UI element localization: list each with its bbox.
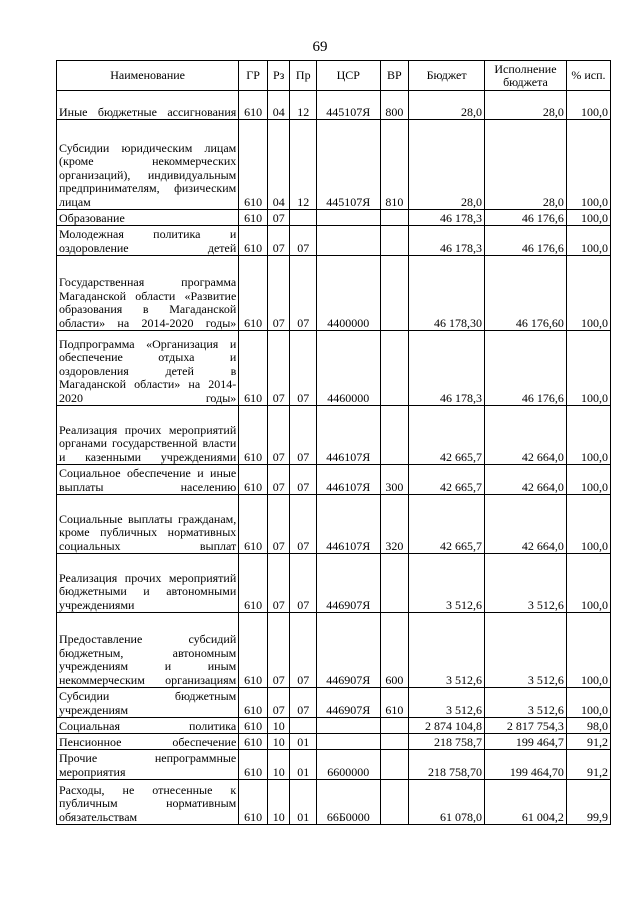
header-budget: Бюджет xyxy=(409,61,485,91)
cell-budget: 42 665,7 xyxy=(409,495,485,554)
header-rz: Рз xyxy=(267,61,290,91)
cell-gr: 610 xyxy=(239,613,268,688)
cell-gr: 610 xyxy=(239,256,268,331)
header-csr: ЦСР xyxy=(317,61,380,91)
cell-gr: 610 xyxy=(239,718,268,734)
cell-rz: 07 xyxy=(267,554,290,613)
cell-name: Субсидии юридическим лицам (кроме некоммерческих организаций), индивидуальным предпринимателям, физическим лицам xyxy=(57,120,239,210)
cell-vr xyxy=(380,210,409,226)
cell-percent: 98,0 xyxy=(566,718,610,734)
cell-csr xyxy=(317,210,380,226)
cell-execution: 42 664,0 xyxy=(484,465,566,495)
cell-gr: 610 xyxy=(239,554,268,613)
cell-gr: 610 xyxy=(239,120,268,210)
page-number: 69 xyxy=(312,39,328,55)
cell-vr xyxy=(380,750,409,780)
cell-rz: 10 xyxy=(267,718,290,734)
cell-gr: 610 xyxy=(239,210,268,226)
cell-budget: 46 178,3 xyxy=(409,331,485,406)
cell-execution: 199 464,70 xyxy=(484,750,566,780)
cell-budget: 3 512,6 xyxy=(409,688,485,718)
cell-gr: 610 xyxy=(239,750,268,780)
table-row xyxy=(57,120,611,210)
cell-execution: 2 817 754,3 xyxy=(484,718,566,734)
cell-pr: 07 xyxy=(290,465,317,495)
cell-percent: 100,0 xyxy=(566,120,610,210)
cell-name: Прочие непрограммные мероприятия xyxy=(57,750,239,780)
cell-execution: 28,0 xyxy=(484,120,566,210)
cell-execution: 42 664,0 xyxy=(484,495,566,554)
cell-pr: 12 xyxy=(290,120,317,210)
cell-name: Субсидии бюджетным учреждениям xyxy=(57,688,239,718)
table-row xyxy=(57,718,611,734)
cell-name: Государственная программа Магаданской области «Развитие образования в Магаданской области» на 2014-2020 годы» xyxy=(57,256,239,331)
cell-name: Расходы, не отнесенные к публичным нормативным обязательствам xyxy=(57,780,239,825)
cell-pr xyxy=(290,210,317,226)
cell-execution: 3 512,6 xyxy=(484,554,566,613)
cell-pr: 07 xyxy=(290,688,317,718)
cell-percent: 100,0 xyxy=(566,210,610,226)
cell-budget: 46 178,3 xyxy=(409,210,485,226)
cell-csr xyxy=(317,734,380,750)
cell-name: Предоставление субсидий бюджетным, автономным учреждениям и иным некоммерческим организациям xyxy=(57,613,239,688)
header-vr: ВР xyxy=(380,61,409,91)
cell-execution: 3 512,6 xyxy=(484,688,566,718)
cell-csr: 446107Я xyxy=(317,406,380,465)
cell-percent: 100,0 xyxy=(566,554,610,613)
cell-budget: 3 512,6 xyxy=(409,613,485,688)
table-header-row xyxy=(57,61,611,91)
cell-rz: 10 xyxy=(267,750,290,780)
cell-percent: 91,2 xyxy=(566,734,610,750)
cell-percent: 100,0 xyxy=(566,256,610,331)
cell-name: Социальное обеспечение и иные выплаты населению xyxy=(57,465,239,495)
cell-budget: 46 178,3 xyxy=(409,226,485,256)
table-row xyxy=(57,465,611,495)
cell-csr xyxy=(317,226,380,256)
cell-percent: 100,0 xyxy=(566,226,610,256)
cell-execution: 199 464,7 xyxy=(484,734,566,750)
cell-csr: 446907Я xyxy=(317,554,380,613)
cell-execution: 3 512,6 xyxy=(484,613,566,688)
cell-execution: 42 664,0 xyxy=(484,406,566,465)
cell-gr: 610 xyxy=(239,331,268,406)
table-row xyxy=(57,331,611,406)
cell-gr: 610 xyxy=(239,780,268,825)
cell-pr: 07 xyxy=(290,613,317,688)
cell-csr: 4460000 xyxy=(317,331,380,406)
cell-gr: 610 xyxy=(239,495,268,554)
cell-vr xyxy=(380,226,409,256)
table-row xyxy=(57,750,611,780)
cell-budget: 46 178,30 xyxy=(409,256,485,331)
cell-execution: 61 004,2 xyxy=(484,780,566,825)
cell-budget: 3 512,6 xyxy=(409,554,485,613)
cell-rz: 10 xyxy=(267,780,290,825)
cell-percent: 100,0 xyxy=(566,465,610,495)
cell-rz: 04 xyxy=(267,120,290,210)
table-row xyxy=(57,210,611,226)
cell-execution: 46 176,60 xyxy=(484,256,566,331)
cell-rz: 07 xyxy=(267,406,290,465)
cell-percent: 100,0 xyxy=(566,406,610,465)
cell-name: Социальная политика xyxy=(57,718,239,734)
cell-budget: 42 665,7 xyxy=(409,406,485,465)
cell-pr: 07 xyxy=(290,495,317,554)
cell-pr: 01 xyxy=(290,734,317,750)
cell-gr: 610 xyxy=(239,406,268,465)
cell-rz: 07 xyxy=(267,226,290,256)
cell-execution: 28,0 xyxy=(484,91,566,120)
cell-vr: 320 xyxy=(380,495,409,554)
table-row xyxy=(57,554,611,613)
table-row xyxy=(57,495,611,554)
cell-rz: 07 xyxy=(267,256,290,331)
cell-vr xyxy=(380,256,409,331)
cell-vr: 800 xyxy=(380,91,409,120)
cell-percent: 99,9 xyxy=(566,780,610,825)
cell-pr: 01 xyxy=(290,780,317,825)
cell-budget: 28,0 xyxy=(409,120,485,210)
cell-rz: 07 xyxy=(267,331,290,406)
cell-gr: 610 xyxy=(239,226,268,256)
cell-rz: 10 xyxy=(267,734,290,750)
cell-pr: 07 xyxy=(290,331,317,406)
cell-percent: 100,0 xyxy=(566,613,610,688)
table-row xyxy=(57,613,611,688)
cell-execution: 46 176,6 xyxy=(484,331,566,406)
cell-rz: 07 xyxy=(267,210,290,226)
header-pr: Пр xyxy=(290,61,317,91)
cell-vr xyxy=(380,780,409,825)
cell-pr: 12 xyxy=(290,91,317,120)
table-row xyxy=(57,91,611,120)
cell-vr xyxy=(380,734,409,750)
table-row xyxy=(57,688,611,718)
cell-budget: 218 758,70 xyxy=(409,750,485,780)
cell-gr: 610 xyxy=(239,688,268,718)
cell-gr: 610 xyxy=(239,465,268,495)
table-row xyxy=(57,256,611,331)
cell-csr: 445107Я xyxy=(317,120,380,210)
cell-csr: 446107Я xyxy=(317,465,380,495)
cell-pr: 01 xyxy=(290,750,317,780)
header-percent: % исп. xyxy=(566,61,610,91)
cell-budget: 218 758,7 xyxy=(409,734,485,750)
cell-name: Образование xyxy=(57,210,239,226)
cell-gr: 610 xyxy=(239,734,268,750)
cell-gr: 610 xyxy=(239,91,268,120)
cell-name: Подпрограмма «Организация и обеспечение отдыха и оздоровления детей в Магаданской области» на 2014-2020 годы» xyxy=(57,331,239,406)
cell-csr xyxy=(317,718,380,734)
header-execution: Исполнение бюджета xyxy=(484,61,566,91)
cell-name: Реализация прочих мероприятий органами государственной власти и казенными учреждениями xyxy=(57,406,239,465)
cell-csr: 6600000 xyxy=(317,750,380,780)
cell-rz: 04 xyxy=(267,91,290,120)
cell-vr: 600 xyxy=(380,613,409,688)
budget-table xyxy=(56,60,611,825)
cell-pr: 07 xyxy=(290,406,317,465)
cell-name: Молодежная политика и оздоровление детей xyxy=(57,226,239,256)
cell-execution: 46 176,6 xyxy=(484,226,566,256)
cell-csr: 445107Я xyxy=(317,91,380,120)
cell-pr: 07 xyxy=(290,554,317,613)
cell-budget: 2 874 104,8 xyxy=(409,718,485,734)
cell-budget: 28,0 xyxy=(409,91,485,120)
header-name: Наименование xyxy=(57,61,239,91)
cell-percent: 100,0 xyxy=(566,495,610,554)
cell-vr: 810 xyxy=(380,120,409,210)
table-row xyxy=(57,406,611,465)
cell-name: Реализация прочих мероприятий бюджетными и автономными учреждениями xyxy=(57,554,239,613)
header-gr: ГР xyxy=(239,61,268,91)
cell-rz: 07 xyxy=(267,465,290,495)
cell-name: Социальные выплаты гражданам, кроме публичных нормативных социальных выплат xyxy=(57,495,239,554)
cell-vr xyxy=(380,331,409,406)
cell-pr: 07 xyxy=(290,226,317,256)
cell-percent: 100,0 xyxy=(566,688,610,718)
table-row xyxy=(57,734,611,750)
table-row xyxy=(57,780,611,825)
cell-percent: 100,0 xyxy=(566,91,610,120)
cell-pr xyxy=(290,718,317,734)
cell-vr: 300 xyxy=(380,465,409,495)
cell-name: Пенсионное обеспечение xyxy=(57,734,239,750)
cell-percent: 100,0 xyxy=(566,331,610,406)
cell-percent: 91,2 xyxy=(566,750,610,780)
cell-budget: 61 078,0 xyxy=(409,780,485,825)
cell-vr xyxy=(380,406,409,465)
cell-csr: 4400000 xyxy=(317,256,380,331)
cell-csr: 446107Я xyxy=(317,495,380,554)
cell-rz: 07 xyxy=(267,688,290,718)
cell-rz: 07 xyxy=(267,613,290,688)
cell-execution: 46 176,6 xyxy=(484,210,566,226)
cell-pr: 07 xyxy=(290,256,317,331)
cell-csr: 446907Я xyxy=(317,613,380,688)
cell-name: Иные бюджетные ассигнования xyxy=(57,91,239,120)
table-row xyxy=(57,226,611,256)
cell-vr xyxy=(380,554,409,613)
cell-rz: 07 xyxy=(267,495,290,554)
cell-budget: 42 665,7 xyxy=(409,465,485,495)
cell-csr: 66Б0000 xyxy=(317,780,380,825)
cell-vr xyxy=(380,718,409,734)
cell-vr: 610 xyxy=(380,688,409,718)
cell-csr: 446907Я xyxy=(317,688,380,718)
